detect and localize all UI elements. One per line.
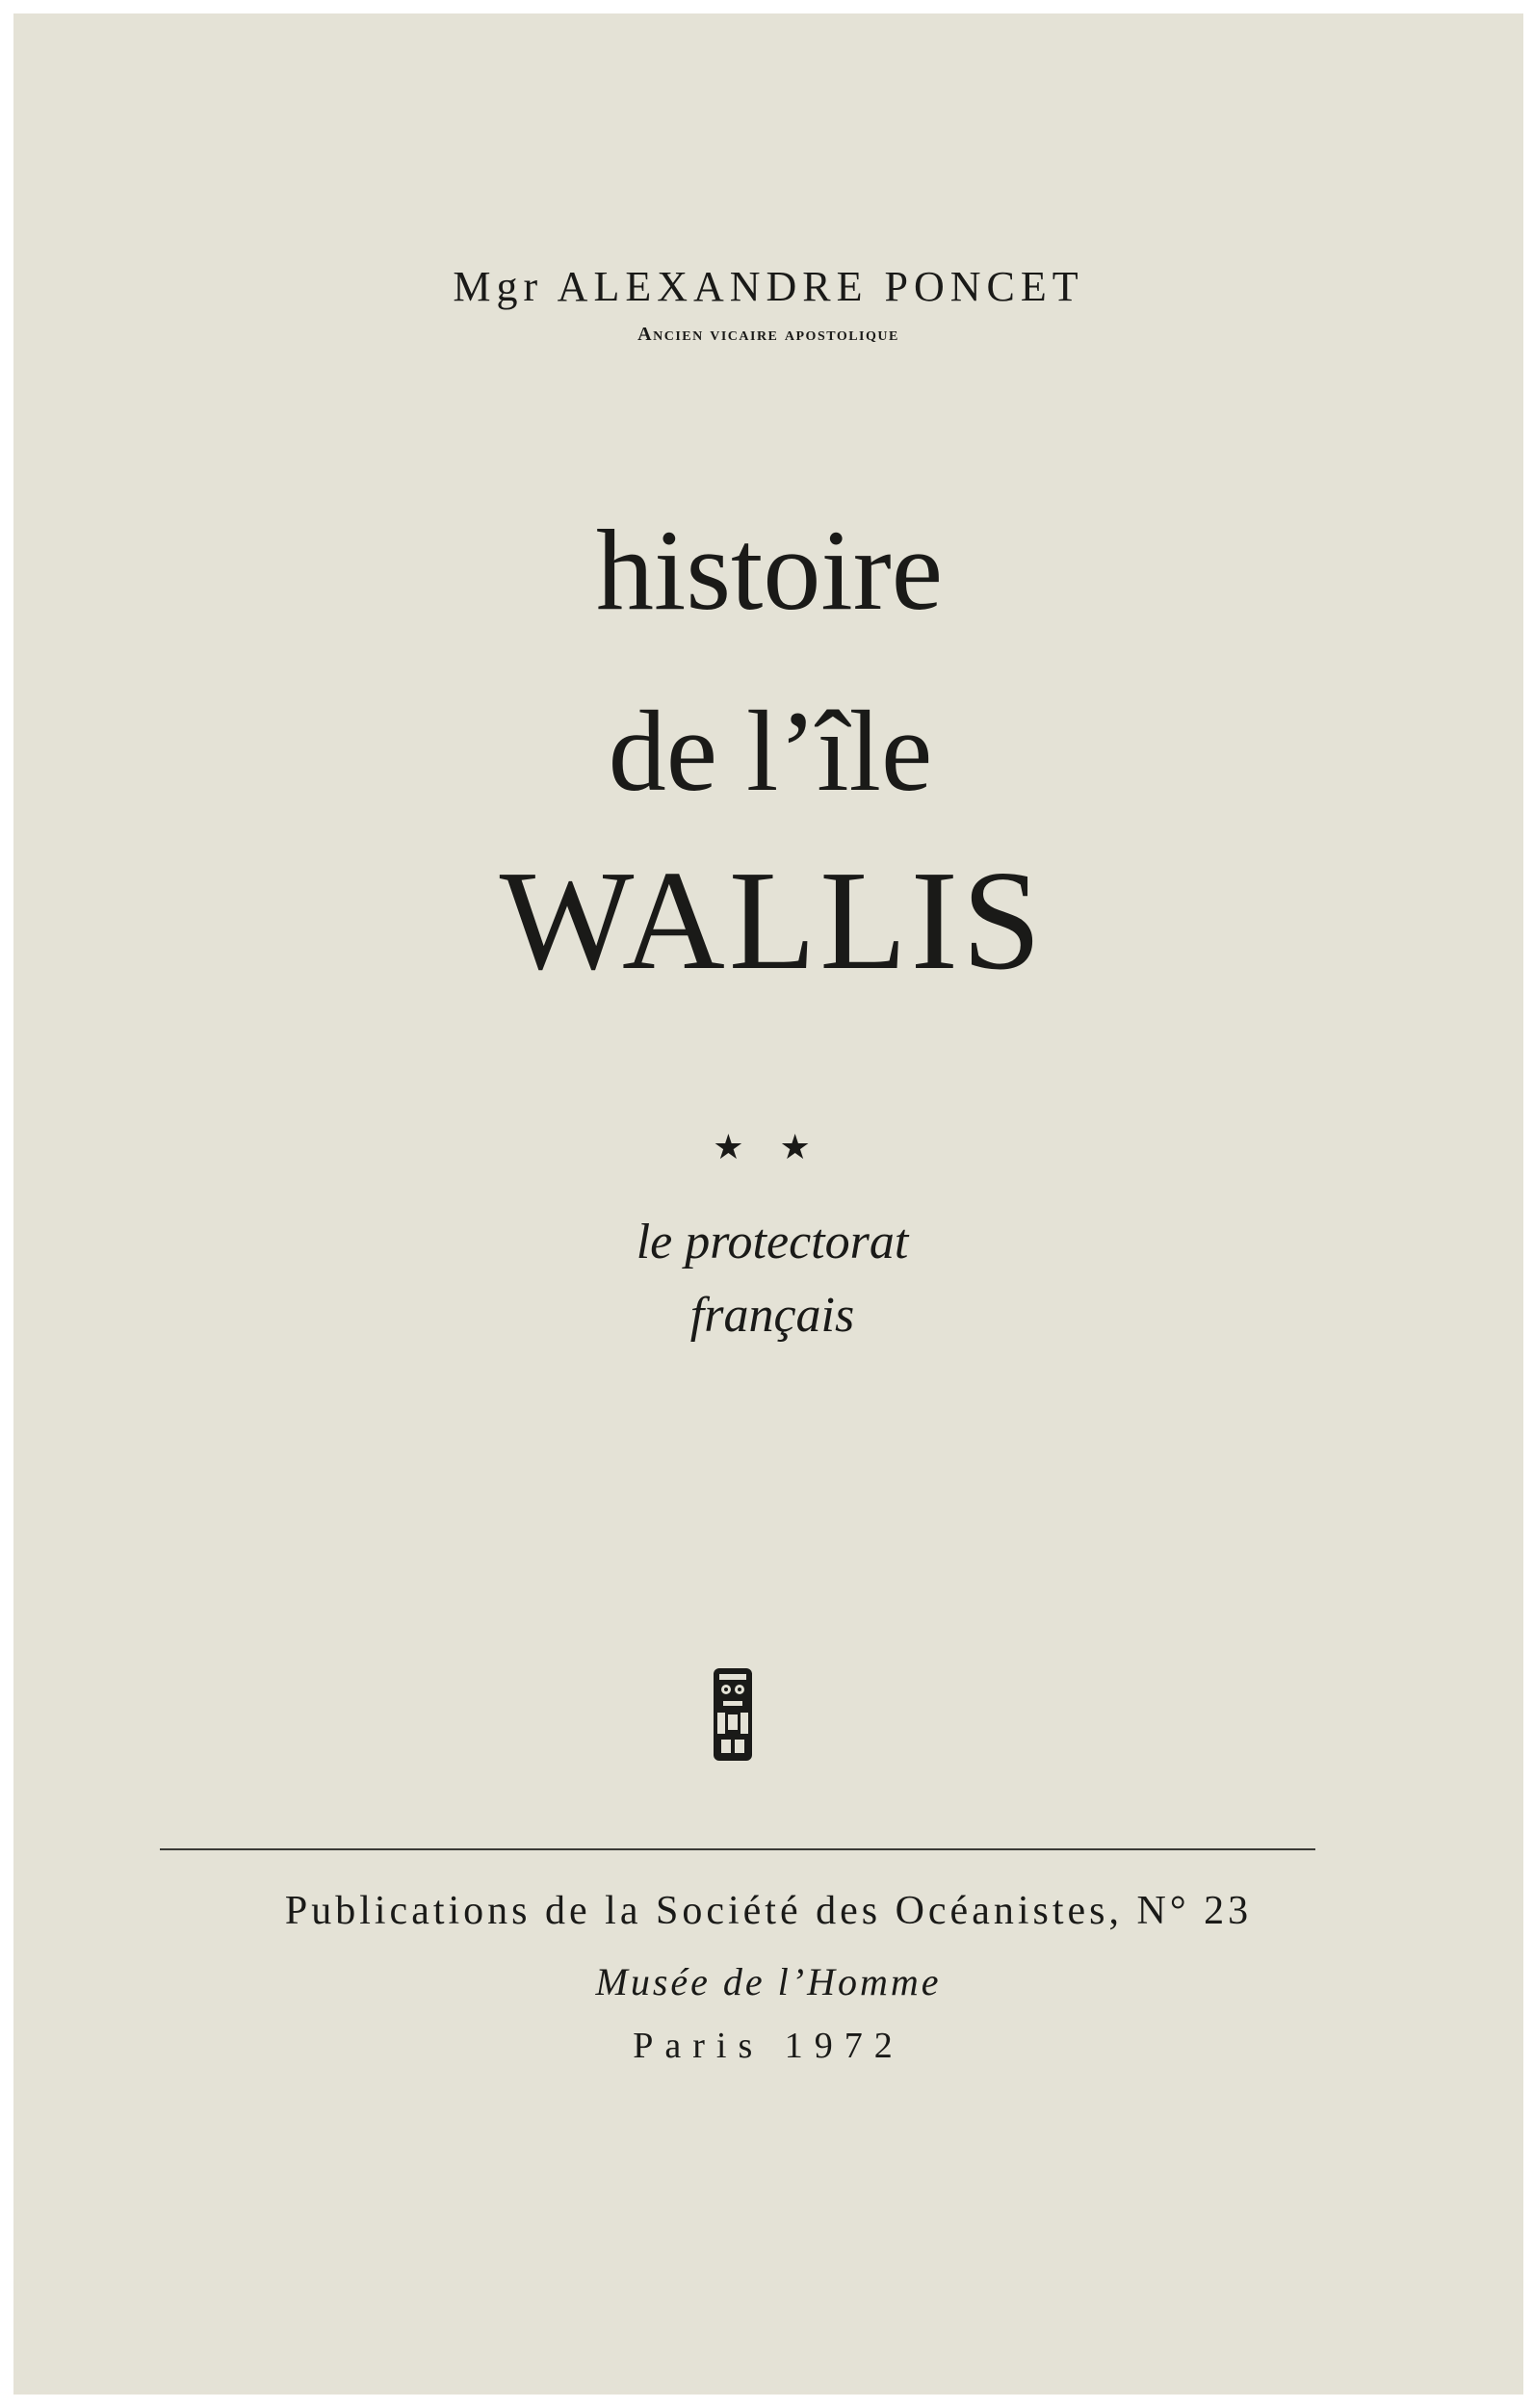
volume-title-line-2: français (689, 1288, 855, 1343)
title-page (13, 13, 1523, 2395)
volume-marker: ★ ★ (713, 1128, 824, 1166)
museum-line: Musée de l’Homme (595, 1960, 942, 2003)
volume-title-line-1: le protectorat (636, 1215, 909, 1269)
author-name: Mgr ALEXANDRE PONCET (453, 263, 1084, 310)
city-year-line: Paris 1972 (633, 2026, 904, 2066)
title-line-2: de l’île (608, 687, 933, 815)
author-subtitle: Ancien vicaire apostolique (637, 324, 899, 345)
tiki-figure-icon (710, 1666, 756, 1763)
title-line-3: WALLIS (499, 842, 1046, 1000)
title-line-1: histoire (596, 506, 943, 634)
publisher-line: Publications de la Société des Océanistes, N° 23 (284, 1889, 1253, 1933)
divider-rule (160, 1848, 1315, 1850)
